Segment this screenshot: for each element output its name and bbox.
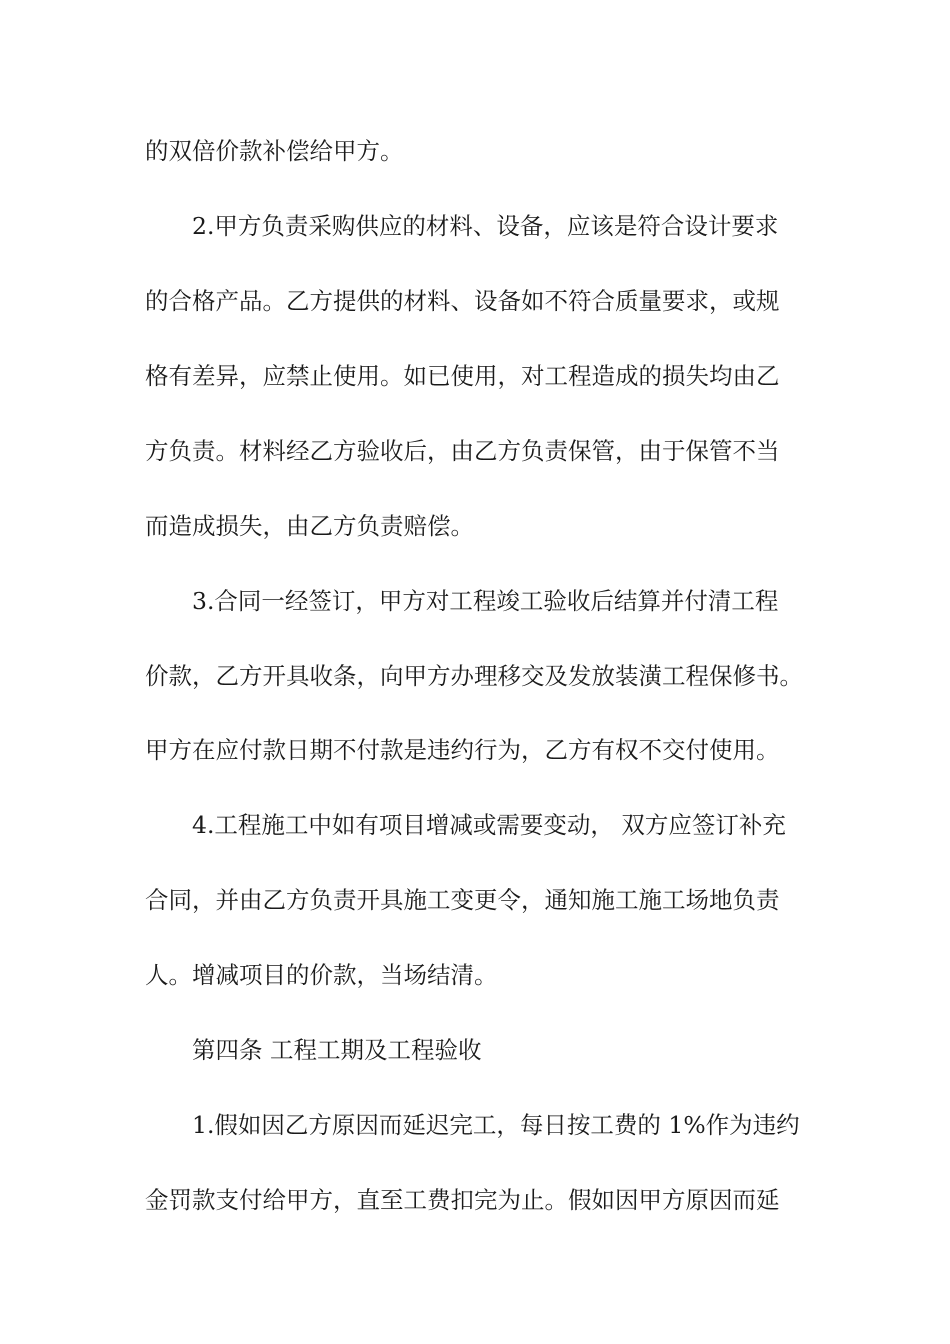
text-line: 人。增减项目的价款，当场结清。 — [145, 961, 498, 989]
text-line: 2.甲方负责采购供应的材料、设备，应该是符合设计要求 — [192, 212, 779, 240]
text-line: 格有差异，应禁止使用。如已使用，对工程造成的损失均由乙 — [145, 362, 780, 390]
text-line: 方负责。材料经乙方验收后，由乙方负责保管，由于保管不当 — [145, 437, 780, 465]
text-line: 甲方在应付款日期不付款是违约行为，乙方有权不交付使用。 — [145, 736, 780, 764]
text-line: 金罚款支付给甲方，直至工费扣完为止。假如因甲方原因而延 — [145, 1186, 780, 1214]
text-line: 3.合同一经签订，甲方对工程竣工验收后结算并付清工程 — [192, 587, 779, 615]
text-line: 1.假如因乙方原因而延迟完工，每日按工费的 1%作为违约 — [192, 1111, 800, 1139]
text-line: 4.工程施工中如有项目增减或需要变动， 双方应签订补充 — [192, 811, 786, 839]
text-line: 而造成损失，由乙方负责赔偿。 — [145, 512, 474, 540]
text-line: 价款，乙方开具收条，向甲方办理移交及发放装潢工程保修书。 — [145, 662, 803, 690]
text-line: 合同，并由乙方负责开具施工变更令，通知施工施工场地负责 — [145, 886, 780, 914]
text-line: 的双倍价款补偿给甲方。 — [145, 137, 404, 165]
text-line: 的合格产品。乙方提供的材料、设备如不符合质量要求，或规 — [145, 287, 780, 315]
section-heading: 第四条 工程工期及工程验收 — [192, 1036, 482, 1064]
